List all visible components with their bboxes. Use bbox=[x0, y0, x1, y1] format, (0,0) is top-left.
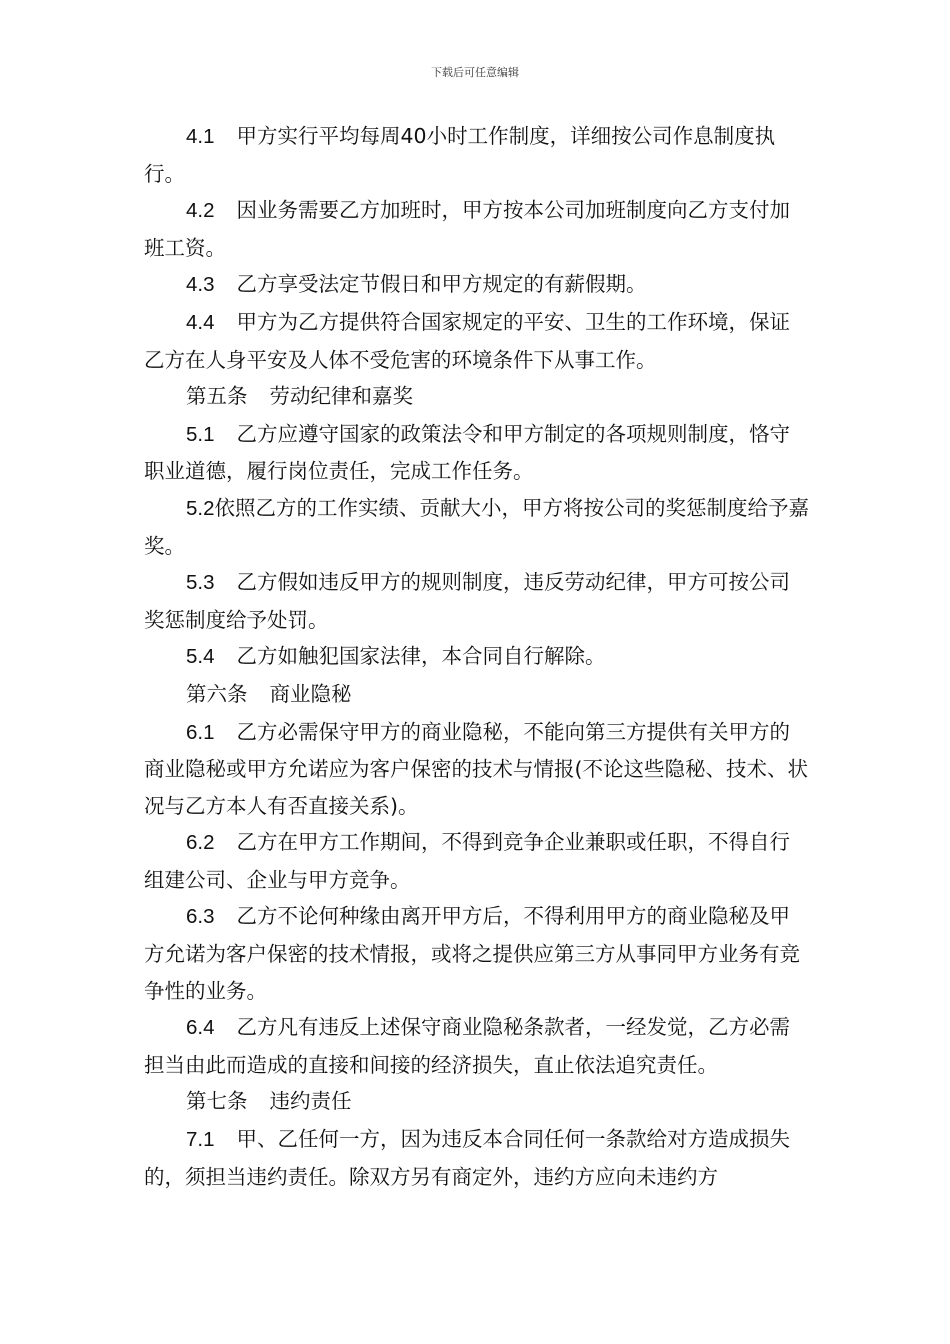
clause-text: 乙方应遵守国家的政策法令和甲方制定的各项规则制度，恪守职业道德，履行岗位责任，完成工作任务。 bbox=[144, 421, 790, 484]
article-number: 第七条 bbox=[186, 1090, 248, 1114]
clause-4-2 bbox=[144, 192, 810, 266]
clause-text: 因业务需要乙方加班时，甲方按本公司加班制度向乙方支付加班工资。 bbox=[144, 198, 790, 260]
clause-number: 4.2 bbox=[186, 199, 215, 223]
clause-number: 6.1 bbox=[186, 720, 215, 744]
article-5-heading bbox=[144, 378, 810, 416]
clause-5-3 bbox=[144, 564, 810, 638]
clause-number: 5.2 bbox=[186, 496, 215, 520]
clause-5-2 bbox=[144, 490, 810, 564]
clause-5-4 bbox=[144, 638, 810, 676]
article-6-heading bbox=[144, 676, 810, 714]
clause-number: 4.1 bbox=[186, 125, 215, 148]
clause-5-1 bbox=[144, 416, 810, 490]
clause-text: 乙方必需保守甲方的商业隐秘，不能向第三方提供有关甲方的商业隐秘或甲方允诺应为客户保密的技术与情报(不论这些隐秘、技术、状况与乙方本人有否直接关系)。 bbox=[144, 719, 808, 818]
clause-text: 甲方实行平均每周40小时工作制度，详细按公司作息制度执行。 bbox=[144, 124, 776, 186]
clause-number: 4.4 bbox=[186, 310, 215, 334]
clause-number: 7.1 bbox=[186, 1128, 215, 1152]
document-body bbox=[144, 118, 810, 1195]
clause-text: 甲方为乙方提供符合国家规定的平安、卫生的工作环境，保证乙方在人身平安及人体不受危害的环境条件下从事工作。 bbox=[144, 309, 790, 372]
clause-text: 乙方在甲方工作期间，不得到竞争企业兼职或任职，不得自行组建公司、企业与甲方竞争。 bbox=[144, 830, 790, 892]
clause-4-1 bbox=[144, 118, 810, 192]
clause-text: 乙方凡有违反上述保守商业隐秘条款者，一经发觉，乙方必需担当由此而造成的直接和间接的经济损失，直止依法追究责任。 bbox=[144, 1015, 790, 1077]
clause-number: 5.3 bbox=[186, 571, 215, 595]
clause-number: 4.3 bbox=[186, 273, 215, 297]
clause-4-4 bbox=[144, 304, 810, 378]
clause-6-2 bbox=[144, 824, 810, 898]
clause-4-3 bbox=[144, 266, 810, 304]
clause-text: 乙方如触犯国家法律，本合同自行解除。 bbox=[236, 644, 606, 669]
article-number: 第五条 bbox=[186, 385, 248, 409]
clause-6-4 bbox=[144, 1009, 810, 1083]
clause-text: 乙方不论何种缘由离开甲方后，不得利用甲方的商业隐秘及甲方允诺为客户保密的技术情报，或将之提供应第三方从事同甲方业务有竞争性的业务。 bbox=[144, 904, 800, 1003]
clause-number: 6.4 bbox=[186, 1016, 215, 1040]
clause-number: 5.4 bbox=[186, 645, 215, 669]
clause-number: 6.2 bbox=[186, 831, 215, 855]
clause-7-1 bbox=[144, 1121, 810, 1195]
clause-number: 5.1 bbox=[186, 422, 215, 446]
article-7-heading bbox=[144, 1083, 810, 1121]
clause-text: 乙方假如违反甲方的规则制度，违反劳动纪律，甲方可按公司奖惩制度给予处罚。 bbox=[144, 570, 790, 632]
clause-text: 乙方享受法定节假日和甲方规定的有薪假期。 bbox=[236, 272, 647, 297]
article-title: 违约责任 bbox=[269, 1089, 352, 1114]
article-title: 商业隐秘 bbox=[269, 681, 352, 706]
clause-text: 甲、乙任何一方，因为违反本合同任何一条款给对方造成损失的，须担当违约责任。除双方另有商定外，违约方应向未违约方 bbox=[144, 1127, 790, 1189]
clause-6-3 bbox=[144, 898, 810, 1009]
article-number: 第六条 bbox=[186, 682, 248, 706]
clause-text: 依照乙方的工作实绩、贡献大小，甲方将按公司的奖惩制度给予嘉奖。 bbox=[144, 495, 809, 558]
article-title: 劳动纪律和嘉奖 bbox=[269, 384, 413, 409]
page-header: 下载后可任意编辑 bbox=[431, 66, 519, 79]
clause-number: 6.3 bbox=[186, 905, 215, 929]
clause-6-1 bbox=[144, 714, 810, 825]
